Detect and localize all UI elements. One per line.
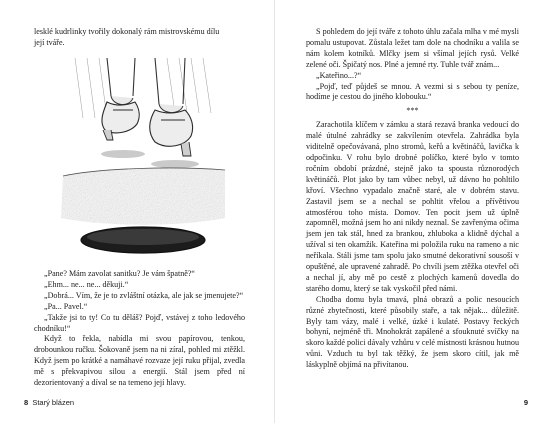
left-top-line-2: její tváře. [34,37,65,47]
right-page [275,0,550,423]
page-number: 9 [523,398,528,407]
paragraph: Když to řekla, nabídla mi svou papírovou, tenkou, drobounkou ručku. Šokovaně jsem na ni zíral, pohled mi ztěžkl. Když jsem po krátké a namáhavé rozvaze její ruku přijal, zvedla mě s překvapivou silou a energií. Stál jsem před ní dezorientovaný a díval se na temeno její hlavy. [34,334,245,388]
left-body-text [34,269,245,389]
paragraph: „Dobrá... Vím, že je to zvláštní otázka, ale jak se jmenujete?“ [44,290,244,300]
right-body-text [306,27,519,371]
illustration-feet-sketch [55,58,230,263]
left-top-text [34,27,245,49]
paragraph: „Kateřino...?“ [316,70,362,80]
paragraph: Chodba domu byla tmavá, plná obrazů a polic nesoucích různé zbytečnosti, které působily staře, a tak nějak... důležitě. Byly tam vázy, malé i velké, úzké i kulaté. Postavy řeckých bohyní, nejméně tři. Mnohokrát zapálené a sfouknuté svíčky na skoro každé polici dávaly vzhůru v celé místnosti krásnou hutnou vůni. Vzduch tu byl tak těžký, že jsem skoro cítil, jak mě láskyplně objímá na přivítanou. [306,294,519,370]
page-number: 8 [24,398,29,407]
paragraph: S pohledem do její tváře z tohoto úhlu začala mlha v mé mysli pomalu ustupovat. Zůstala ležet tam dole na chodníku a valila se nám kolem kotníků. Mlčky jsem si všímal jejích rysů. Velké zelené oči. Špičatý nos. Plné a jemné rty. Tuhle tvář znám... [306,27,519,69]
paragraph: „Ehm... ne... ne... děkuji.“ [44,279,129,289]
paragraph: „Pane? Mám zavolat sanitku? Je vám špatně?“ [44,269,196,278]
right-folio [524,398,528,407]
paragraph: Zarachotila klíčem v zámku a stará rezavá branka vedoucí do malé útulné zahrádky se zakvílením otevřela. Zahrádka byla viditelně opečovávaná, plno stromů, keřů a květináčů, lavička k odpočinku. V rohu bylo drobné políčko, které bylo v tomto ročním období prázdné, stejně jako ta spousta různorodých květináčů. Plot jako by tam vůbec nebyl, už dávno ho pohltilo křoví. Všechno vypadalo značně staré, ale v dobrém stavu. Zastavil jsem se a nechal se pohltit vřelou a přívětivou atmosférou toho místa. Domov. Ten pocit jsem už úplně zapomněl, možná jsem ho ani nikdy neznal. Se zavřenýma očima jsem jen tak stál, hned za brankou, zhluboka a klidně dýchal a užíval si ten okamžik. Kateřina mi položila ruku na rameno a nic neříkala. Stáli jsme tam spolu jako smutné dekorativní sousoší v opuštěné, ale upravené zahradě. Po chvíli jsem ztěžka otevřel oči a nechal jí, aby mě po cestě z plochých kamenů dovedla do starého domu, který se tak vyskočil před námi. [306,120,519,293]
section-break: *** [406,106,419,116]
paragraph: „Pa... Pavel.“ [44,301,88,311]
paragraph: „Pojď, teď půjdeš se mnou. A vezmi si s sebou ty peníze, hodíme je cestou do jiného klobouku.“ [306,81,519,102]
left-folio [24,398,74,407]
running-title: Starý blázen [32,398,75,407]
paragraph: „Takže jsi to ty! Co tu děláš? Pojď, vstávej z toho ledového chodníku!“ [34,312,245,333]
left-top-line-1: lesklé kudrlinky tvořily dokonalý rám mistrovskému dílu [34,27,220,36]
